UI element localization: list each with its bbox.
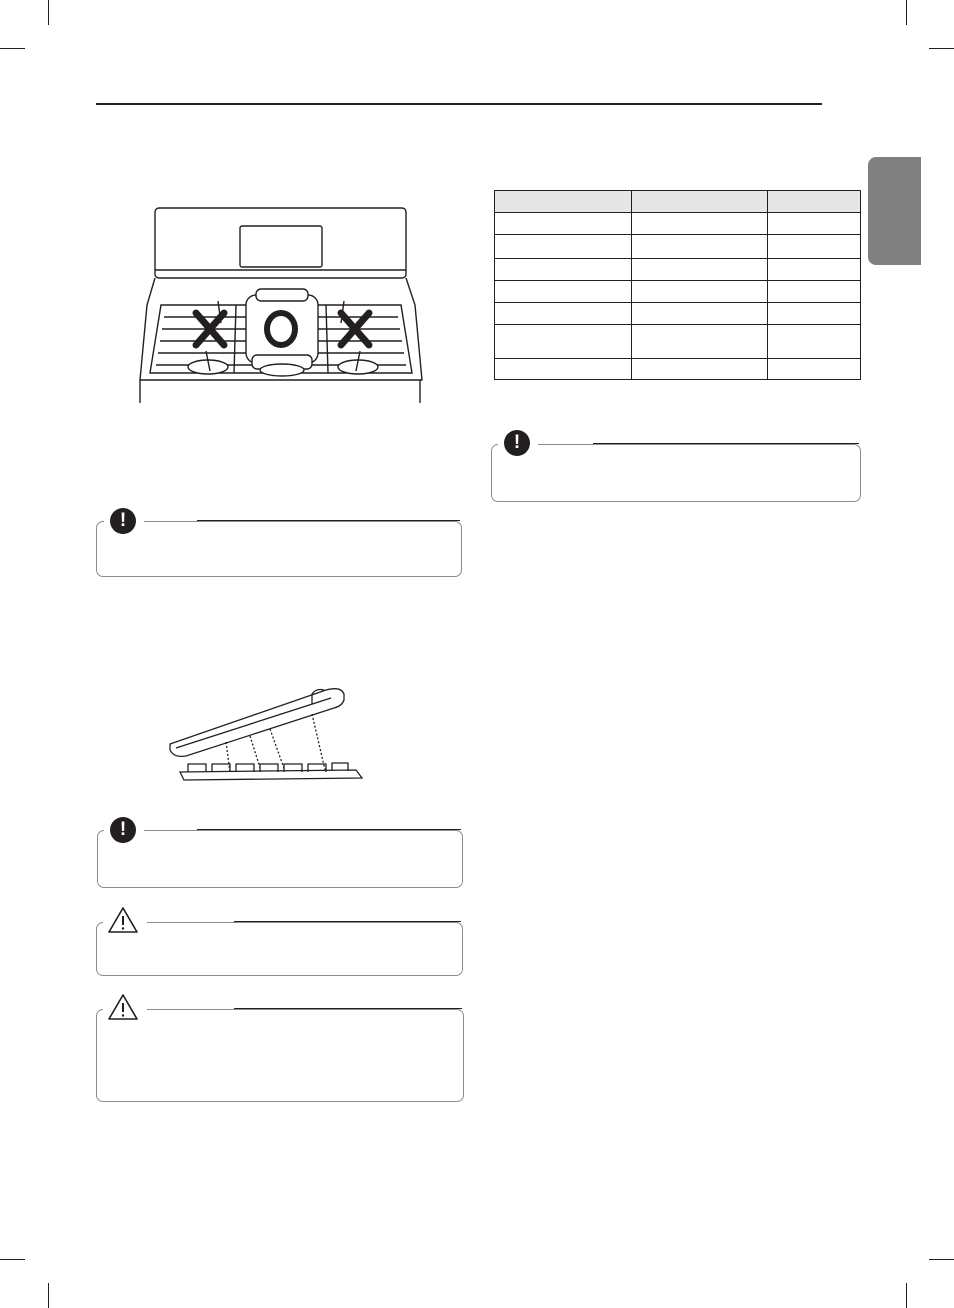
table-header-cell [632, 191, 768, 213]
spec-table [494, 190, 861, 380]
note-box [97, 830, 463, 888]
table-cell [768, 235, 861, 259]
table-cell [632, 325, 768, 359]
table-cell [495, 213, 632, 235]
table-cell [495, 235, 632, 259]
crop-mark [929, 48, 954, 49]
language-side-tab [868, 157, 921, 265]
table-cell [495, 325, 632, 359]
note-rule [593, 443, 859, 444]
table-cell [495, 303, 632, 325]
table-cell [632, 359, 768, 380]
crop-mark [906, 0, 907, 25]
header-rule [96, 103, 822, 105]
table-cell [768, 259, 861, 281]
table-row [495, 359, 861, 380]
table-cell [632, 281, 768, 303]
caution-rule [234, 921, 461, 922]
crop-mark [0, 1259, 25, 1260]
note-rule [197, 829, 461, 830]
caution-rule [234, 1008, 462, 1009]
exclamation-icon: ! [110, 817, 136, 843]
table-cell [768, 281, 861, 303]
note-rule [197, 520, 460, 521]
warning-triangle-icon [107, 993, 139, 1021]
caution-box [96, 922, 463, 976]
note-box [96, 521, 462, 577]
table-cell [495, 281, 632, 303]
table-row [495, 235, 861, 259]
table-row [495, 259, 861, 281]
table-cell [495, 259, 632, 281]
caution-box [96, 1009, 464, 1102]
griddle-install-illustration [166, 684, 366, 790]
table-row [495, 303, 861, 325]
table-cell [768, 213, 861, 235]
crop-mark [906, 1283, 907, 1308]
table-row [495, 213, 861, 235]
table-cell [768, 325, 861, 359]
table-cell [495, 359, 632, 380]
exclamation-icon: ! [110, 508, 136, 534]
table-header-cell [495, 191, 632, 213]
crop-mark [0, 48, 25, 49]
warning-triangle-icon [107, 906, 139, 934]
crop-mark [48, 0, 49, 25]
note-box [491, 444, 861, 502]
table-cell [632, 259, 768, 281]
exclamation-icon: ! [504, 430, 530, 456]
table-row [495, 325, 861, 359]
table-row [495, 281, 861, 303]
crop-mark [929, 1259, 954, 1260]
range-top-illustration [136, 205, 426, 405]
table-header-row [495, 191, 861, 213]
table-cell [768, 303, 861, 325]
table-cell [768, 359, 861, 380]
table-header-cell [768, 191, 861, 213]
table-cell [632, 303, 768, 325]
table-cell [632, 235, 768, 259]
table-cell [632, 213, 768, 235]
crop-mark [48, 1283, 49, 1308]
